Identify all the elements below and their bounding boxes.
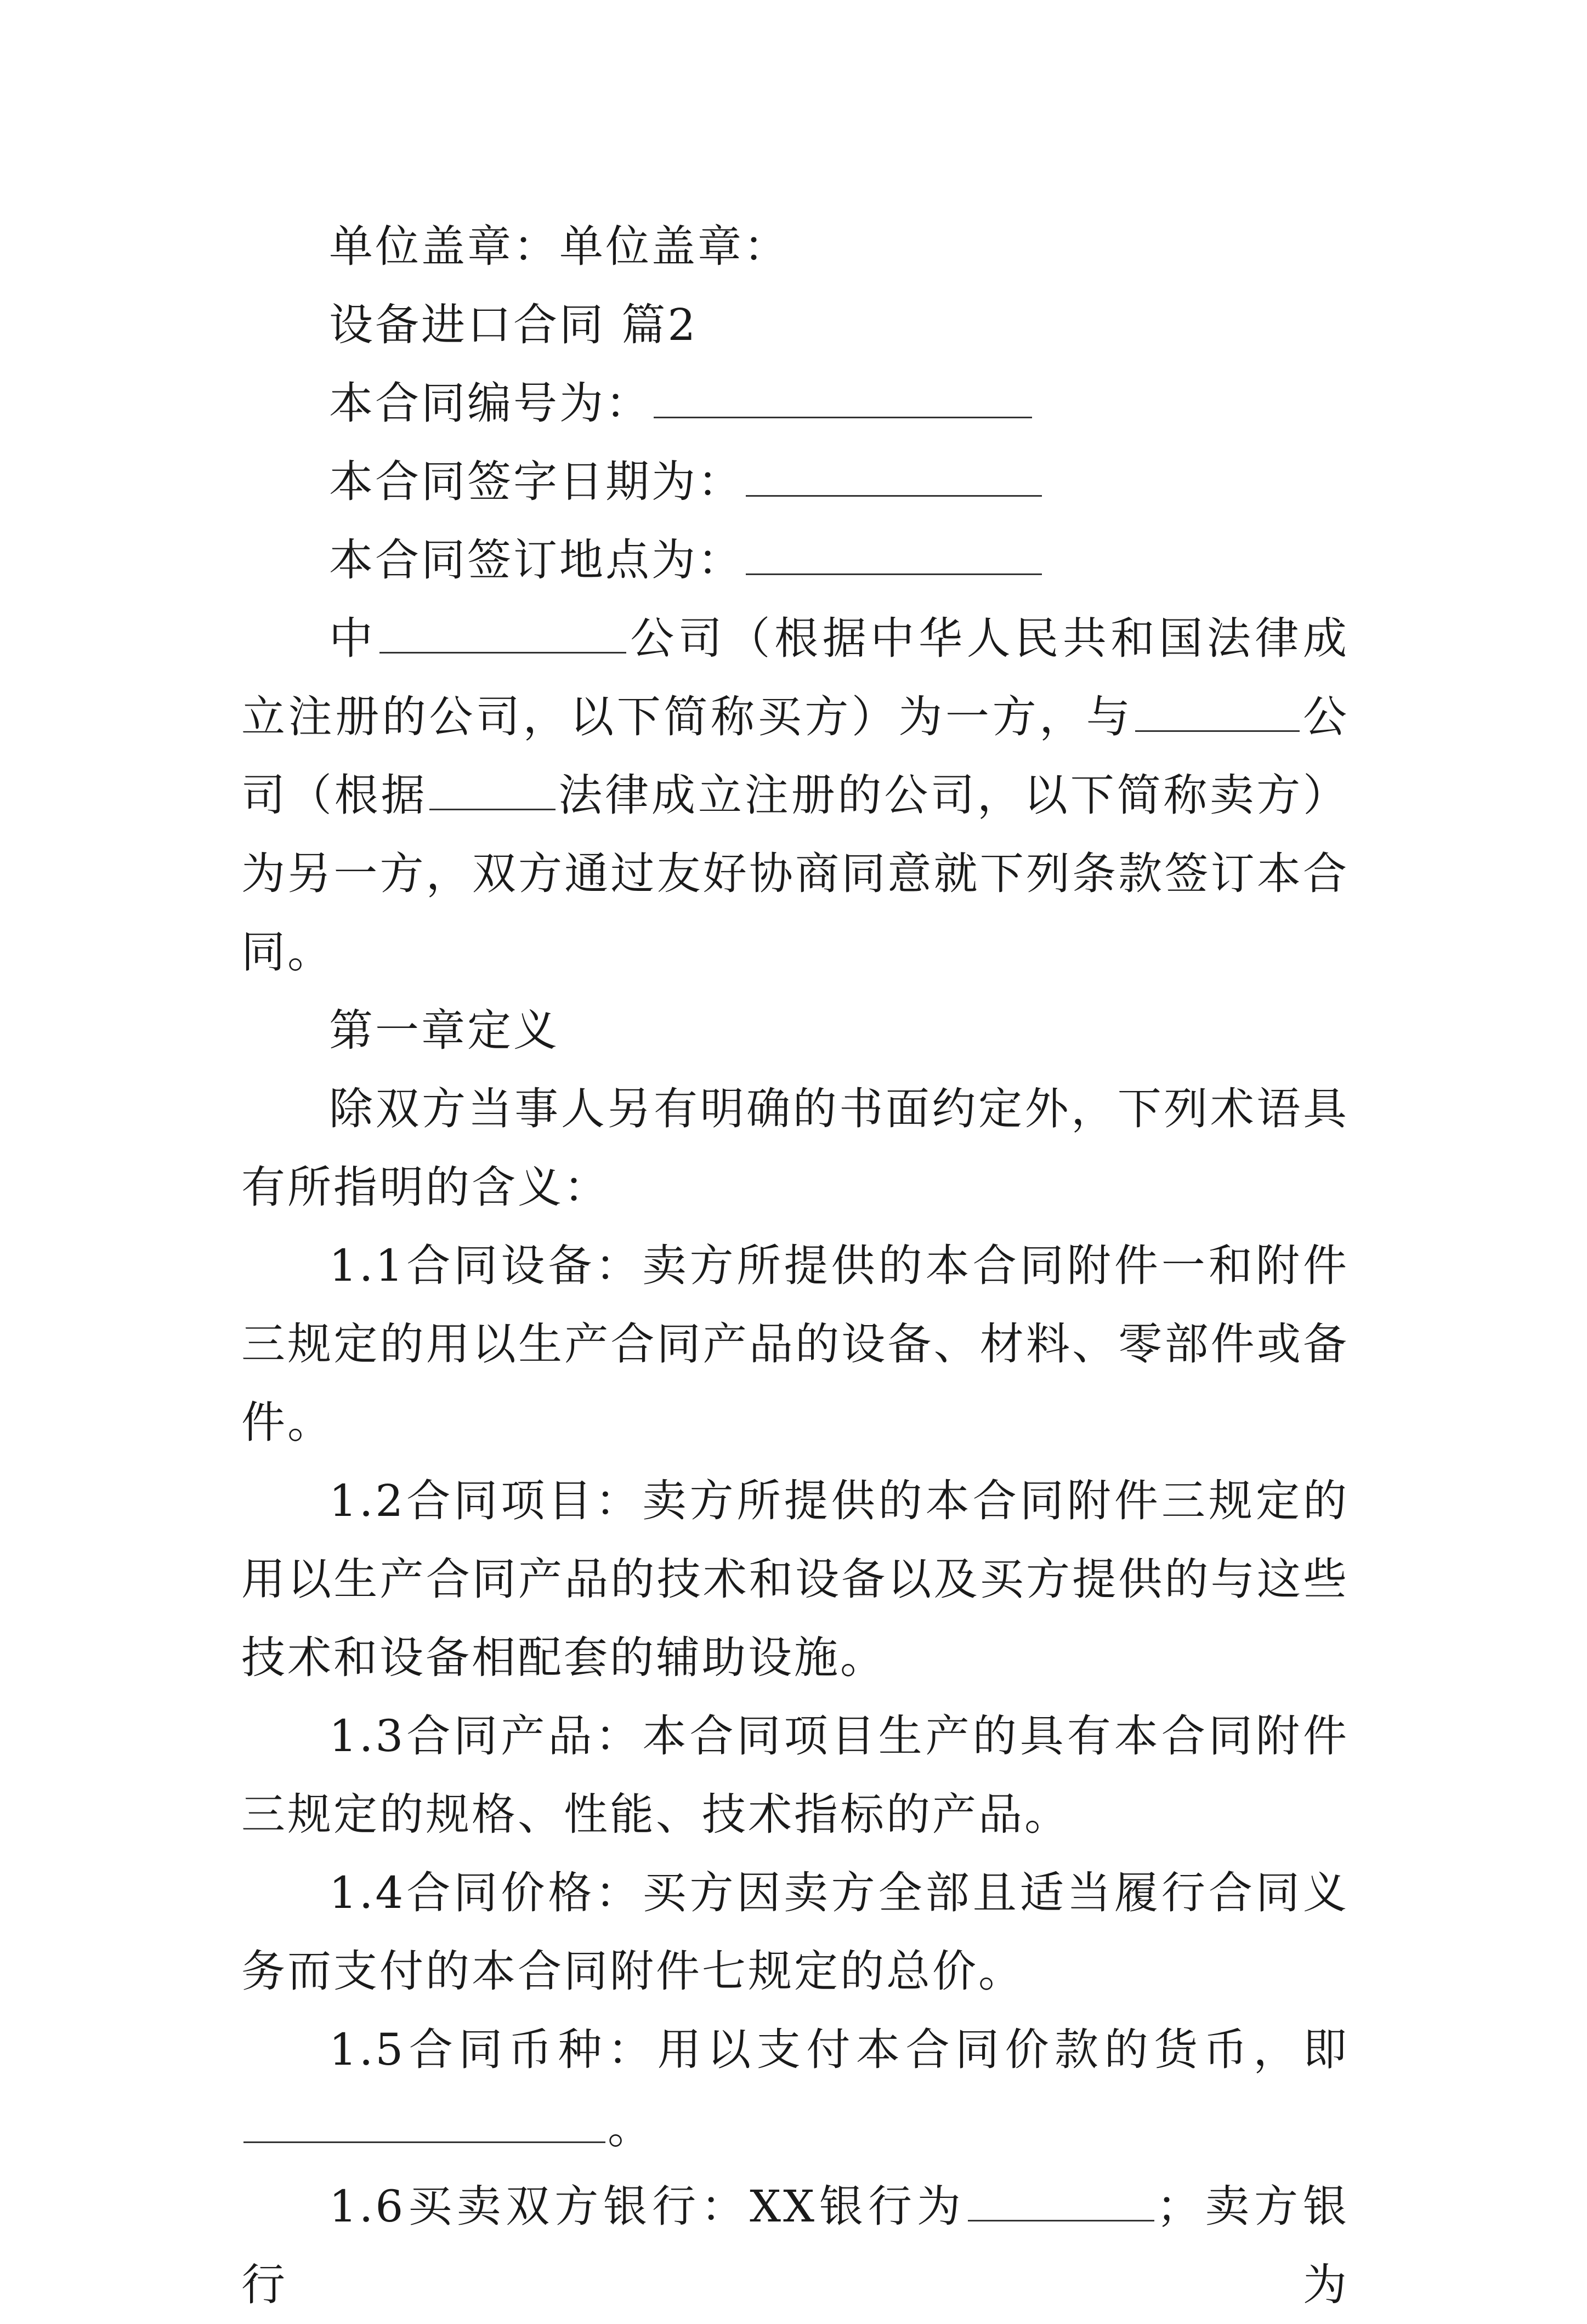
clause-1-1 [241, 1226, 1349, 1462]
document-body [241, 207, 1349, 2324]
seal-line-text: 单位盖章：单位盖章： [329, 221, 790, 272]
contract-number-blank [654, 373, 1032, 418]
sign-date-label: 本合同签字日期为： [329, 456, 744, 507]
sign-date-line [241, 442, 1349, 521]
parties-text-4: 法律成立注册的公司，以下简称卖方）为另一方，双方通过友好协商同意就下列条款签订本合同。 [241, 770, 1350, 978]
clause-1-6-text-b: ；卖方银行为 [241, 2181, 1350, 2310]
clause-1-5-line-1 [241, 2010, 1349, 2089]
parties-text-2: 公司（根据中华人民共和国法律成立注册的公司，以下简称买方）为一方，与 [241, 613, 1349, 742]
clause-1-5-text: 1.5合同币种：用以支付本合同价款的货币，即 [329, 2024, 1349, 2075]
sign-date-blank [746, 451, 1042, 497]
seller-company-blank [1135, 686, 1300, 732]
clause-1-2 [241, 1462, 1349, 1697]
clause-1-4-text: 1.4合同价格：买方因卖方全部且适当履行合同义务而支付的本合同附件七规定的总价。 [241, 1867, 1349, 1997]
definitions-intro-text: 除双方当事人另有明确的书面约定外，下列术语具有所指明的含义： [241, 1083, 1349, 1213]
document-title [241, 286, 1349, 364]
chapter-1-title: 第一章定义 [329, 1005, 559, 1056]
document-title-text: 设备进口合同 篇2 [329, 299, 698, 350]
seller-law-blank [429, 765, 556, 810]
parties-paragraph [241, 599, 1349, 991]
currency-blank [243, 2098, 605, 2143]
sign-place-line [241, 521, 1349, 599]
clause-1-3-text: 1.3合同产品：本合同项目生产的具有本合同附件三规定的规格、性能、技术指标的产品。 [241, 1711, 1349, 1840]
sign-place-label: 本合同签订地点为： [329, 535, 744, 586]
clause-1-5-line-2 [241, 2089, 1349, 2167]
contract-number-line [241, 364, 1349, 442]
clause-1-5-end: 。 [608, 2103, 654, 2153]
contract-number-label: 本合同编号为： [329, 378, 651, 429]
clause-1-2-text: 1.2合同项目：卖方所提供的本合同附件三规定的用以生产合同产品的技术和设备以及买方提供的与这些技术和设备相配套的辅助设施。 [241, 1475, 1349, 1683]
seal-line [241, 207, 1349, 286]
clause-1-6 [241, 2167, 1349, 2324]
sign-place-blank [746, 530, 1042, 575]
parties-text-1: 中 [329, 613, 377, 664]
chapter-1-heading [241, 991, 1349, 1070]
parties-text-3: 公司（根据 [241, 691, 1350, 821]
clause-1-4 [241, 1854, 1349, 2010]
clause-1-6-text-a: 1.6买卖双方银行：XX银行为 [329, 2181, 966, 2232]
buyer-company-blank [379, 608, 626, 654]
definitions-intro [241, 1070, 1349, 1226]
clause-1-3 [241, 1697, 1349, 1854]
buyer-bank-blank [968, 2176, 1154, 2221]
clause-1-1-text: 1.1合同设备：卖方所提供的本合同附件一和附件三规定的用以生产合同产品的设备、材料、零部件或备件。 [241, 1240, 1349, 1448]
